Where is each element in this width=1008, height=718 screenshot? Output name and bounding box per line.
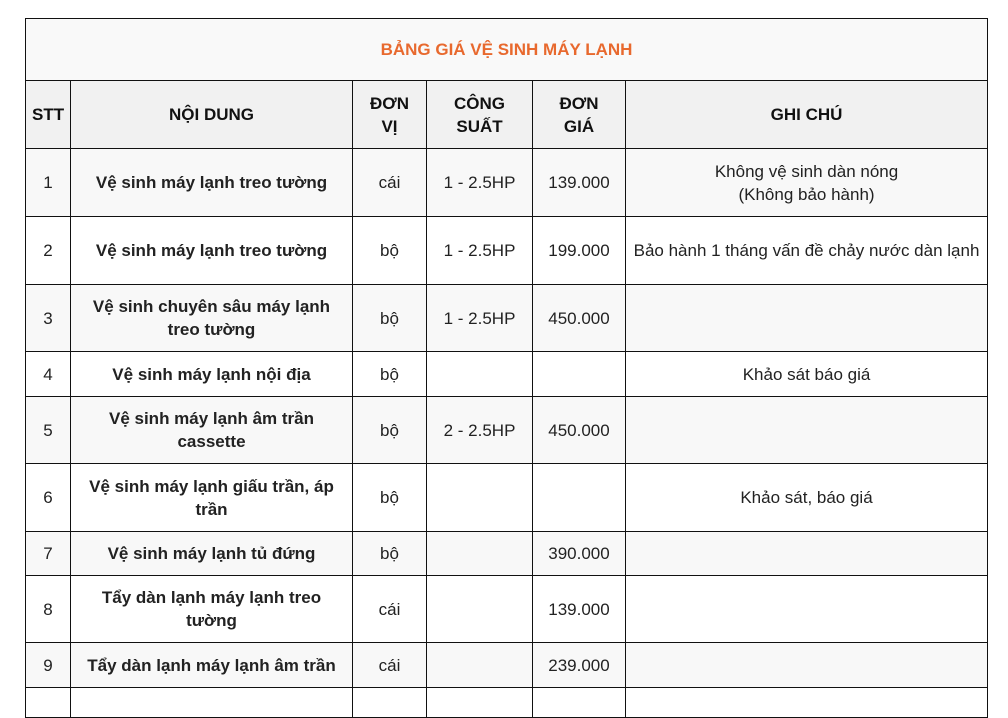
cell-stt: 1 [26,149,71,217]
cell-price [533,464,626,532]
table-row [26,532,988,576]
cell-unit: bộ [353,532,427,576]
cell-unit: cái [353,643,427,688]
table-row [26,352,988,397]
cell-price: 139.000 [533,576,626,643]
cell-unit: bộ [353,464,427,532]
cell-name: Tẩy dàn lạnh máy lạnh treo tường [71,576,353,643]
header-noi-dung: NỘI DUNG [71,81,353,149]
cell-price: 239.000 [533,643,626,688]
cell-stt: 5 [26,397,71,464]
header-stt: STT [26,81,71,149]
cell-price: 139.000 [533,149,626,217]
cell-stt: 3 [26,285,71,352]
cell-capacity: 1 - 2.5HP [427,217,533,285]
header-don-gia-line2: GIÁ [563,116,595,136]
cell-note [626,149,988,217]
cell-price [533,352,626,397]
cell-name: Vệ sinh máy lạnh âm trần cassette [71,397,353,464]
cell-price: 450.000 [533,397,626,464]
header-cong-suat-line1: CÔNG [454,93,505,113]
table-row [26,643,988,688]
table-row [26,576,988,643]
cell-unit: bộ [353,285,427,352]
cell-price: 199.000 [533,217,626,285]
cell-note: Khảo sát báo giá [626,352,988,397]
header-row [26,81,988,149]
cell-price: 390.000 [533,532,626,576]
cell-note: Khảo sát, báo giá [626,464,988,532]
cell-unit: bộ [353,397,427,464]
cell-stt: 7 [26,532,71,576]
cell-note: Bảo hành 1 tháng vấn đề chảy nước dàn lạnh [626,217,988,285]
cell-name: Vệ sinh máy lạnh treo tường [71,149,353,217]
cell-capacity: 2 - 2.5HP [427,397,533,464]
table-row [26,397,988,464]
title-row [26,19,988,81]
header-cong-suat [427,81,533,149]
cell-note [626,285,988,352]
cell-name: Vệ sinh máy lạnh treo tường [71,217,353,285]
note-line2: (Không bảo hành) [738,184,875,204]
cell-note [626,643,988,688]
table-row [26,464,988,532]
note-line1: Không vệ sinh dàn nóng [714,161,899,181]
cell-capacity: 1 - 2.5HP [427,149,533,217]
cell-stt: 9 [26,643,71,688]
table-row [26,285,988,352]
header-cong-suat-line2: SUẤT [456,116,503,136]
cell-name: Vệ sinh chuyên sâu máy lạnh treo tường [71,285,353,352]
cell-note [626,397,988,464]
table-row [26,217,988,285]
table-row [26,149,988,217]
cell-name: Vệ sinh máy lạnh giấu trần, áp trần [71,464,353,532]
header-ghi-chu: GHI CHÚ [626,81,988,149]
cell-unit: bộ [353,217,427,285]
header-don-gia-line1: ĐƠN [559,93,599,113]
price-table [25,18,988,718]
cell-unit: cái [353,149,427,217]
header-don-gia [533,81,626,149]
cell-unit: cái [353,576,427,643]
header-don-vi-line1: ĐƠN [369,93,410,113]
cell-unit: bộ [353,352,427,397]
cell-name: Vệ sinh máy lạnh tủ đứng [71,532,353,576]
cell-name: Tẩy dàn lạnh máy lạnh âm trần [71,643,353,688]
table-row-partial [26,688,988,718]
cell-stt: 4 [26,352,71,397]
cell-capacity [427,532,533,576]
cell-name: Vệ sinh máy lạnh nội địa [71,352,353,397]
header-don-vi [353,81,427,149]
table-title: BẢNG GIÁ VỆ SINH MÁY LẠNH [26,19,988,81]
cell-note [626,532,988,576]
cell-capacity [427,643,533,688]
cell-stt: 6 [26,464,71,532]
cell-capacity [427,464,533,532]
header-don-vi-line2: VỊ [381,116,398,136]
cell-capacity: 1 - 2.5HP [427,285,533,352]
cell-note [626,576,988,643]
cell-stt: 2 [26,217,71,285]
cell-capacity [427,576,533,643]
cell-capacity [427,352,533,397]
cell-stt: 8 [26,576,71,643]
cell-price: 450.000 [533,285,626,352]
